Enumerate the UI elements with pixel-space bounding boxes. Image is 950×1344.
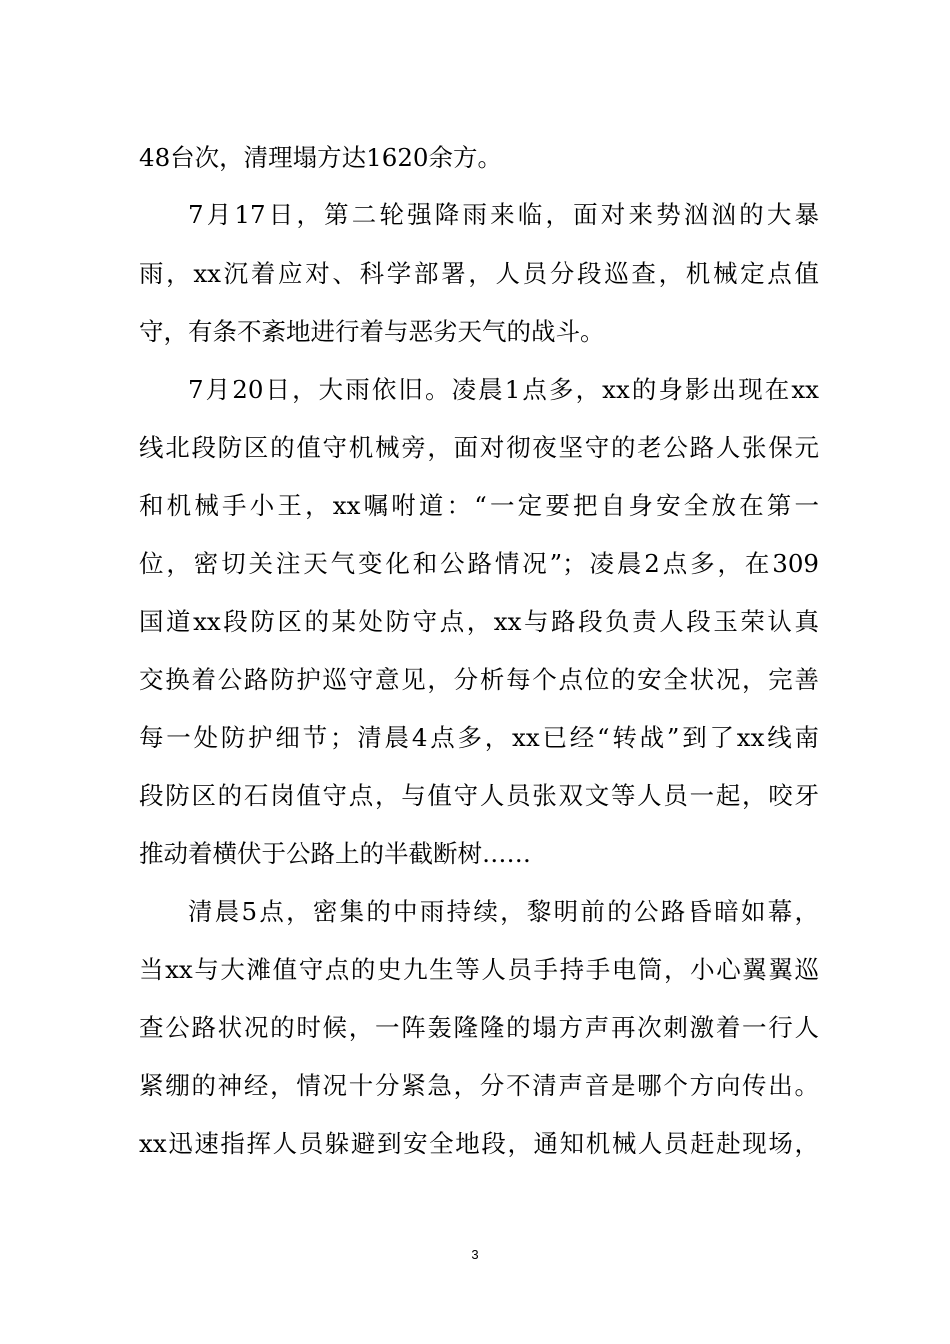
text-line: 推动着横伏于公路上的半截断树…… <box>139 839 531 868</box>
text-line: 守，有条不紊地进行着与恶劣天气的战斗。 <box>139 317 605 346</box>
text-line: 当xx与大滩值守点的史九生等人员手持手电筒，小心翼翼巡 <box>139 955 819 984</box>
text-line: 每一处防护细节；清晨4点多，xx已经“转战”到了xx线南 <box>139 723 819 752</box>
text-line: 7月20日，大雨依旧。凌晨1点多，xx的身影出现在xx <box>188 375 819 404</box>
text-line: 位，密切关注天气变化和公路情况”；凌晨2点多，在309 <box>139 549 819 578</box>
text-line: xx迅速指挥人员躲避到安全地段，通知机械人员赶赴现场， <box>139 1129 819 1158</box>
text-line: 紧绷的神经，情况十分紧急，分不清声音是哪个方向传出。 <box>139 1071 819 1100</box>
text-line: 段防区的石岗值守点，与值守人员张双文等人员一起，咬牙 <box>139 781 819 810</box>
text-line: 7月17日，第二轮强降雨来临，面对来势汹汹的大暴 <box>188 200 819 229</box>
text-line: 交换着公路防护巡守意见，分析每个点位的安全状况，完善 <box>139 665 819 694</box>
text-line: 清晨5点，密集的中雨持续，黎明前的公路昏暗如幕， <box>188 897 819 926</box>
text-line: 线北段防区的值守机械旁，面对彻夜坚守的老公路人张保元 <box>139 433 819 462</box>
text-line: 查公路状况的时候，一阵轰隆隆的塌方声再次刺激着一行人 <box>139 1013 819 1042</box>
text-line: 48台次，清理塌方达1620余方。 <box>139 143 503 172</box>
text-line: 和机械手小王，xx嘱咐道：“一定要把自身安全放在第一 <box>139 491 819 520</box>
text-line: 雨，xx沉着应对、科学部署，人员分段巡查，机械定点值 <box>139 259 819 288</box>
page-number: 3 <box>471 1247 479 1262</box>
text-line: 国道xx段防区的某处防守点，xx与路段负责人段玉荣认真 <box>139 607 819 636</box>
